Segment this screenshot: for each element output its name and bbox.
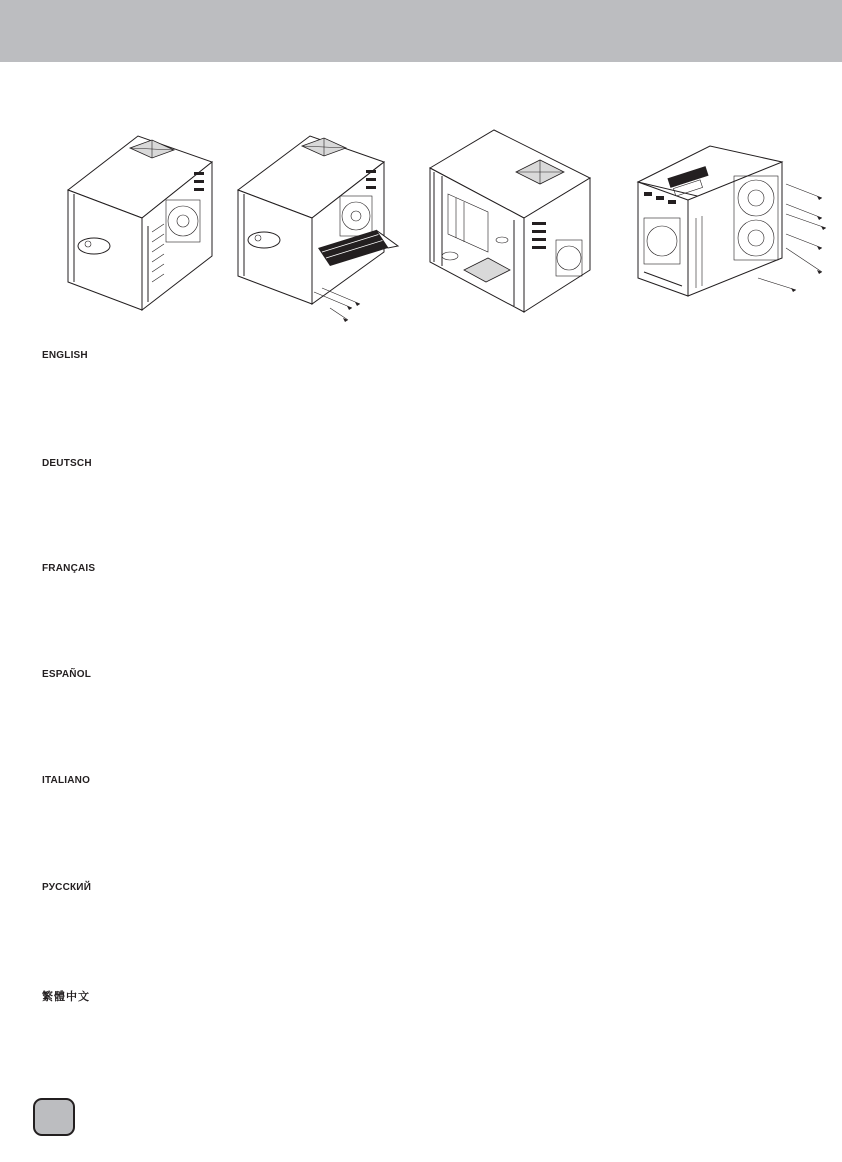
case-remove-drive-tray-icon xyxy=(226,122,406,327)
section-heading-francais: FRANÇAIS xyxy=(42,563,96,574)
page-number-badge xyxy=(33,1098,75,1136)
section-heading-english: ENGLISH xyxy=(42,350,88,361)
section-heading-espanol: ESPAÑOL xyxy=(42,669,91,680)
section-heading-traditional-chinese: 繁體中文 xyxy=(42,991,90,1003)
top-banner xyxy=(0,0,842,62)
section-heading-italiano: ITALIANO xyxy=(42,775,91,786)
case-open-side-icon xyxy=(56,122,216,317)
illustration-row xyxy=(56,122,836,332)
case-rear-fan-screws-icon xyxy=(626,122,836,317)
section-heading-russian: РУССКИЙ xyxy=(42,882,92,893)
section-heading-deutsch: DEUTSCH xyxy=(42,458,92,469)
case-interior-view-icon xyxy=(418,122,598,322)
